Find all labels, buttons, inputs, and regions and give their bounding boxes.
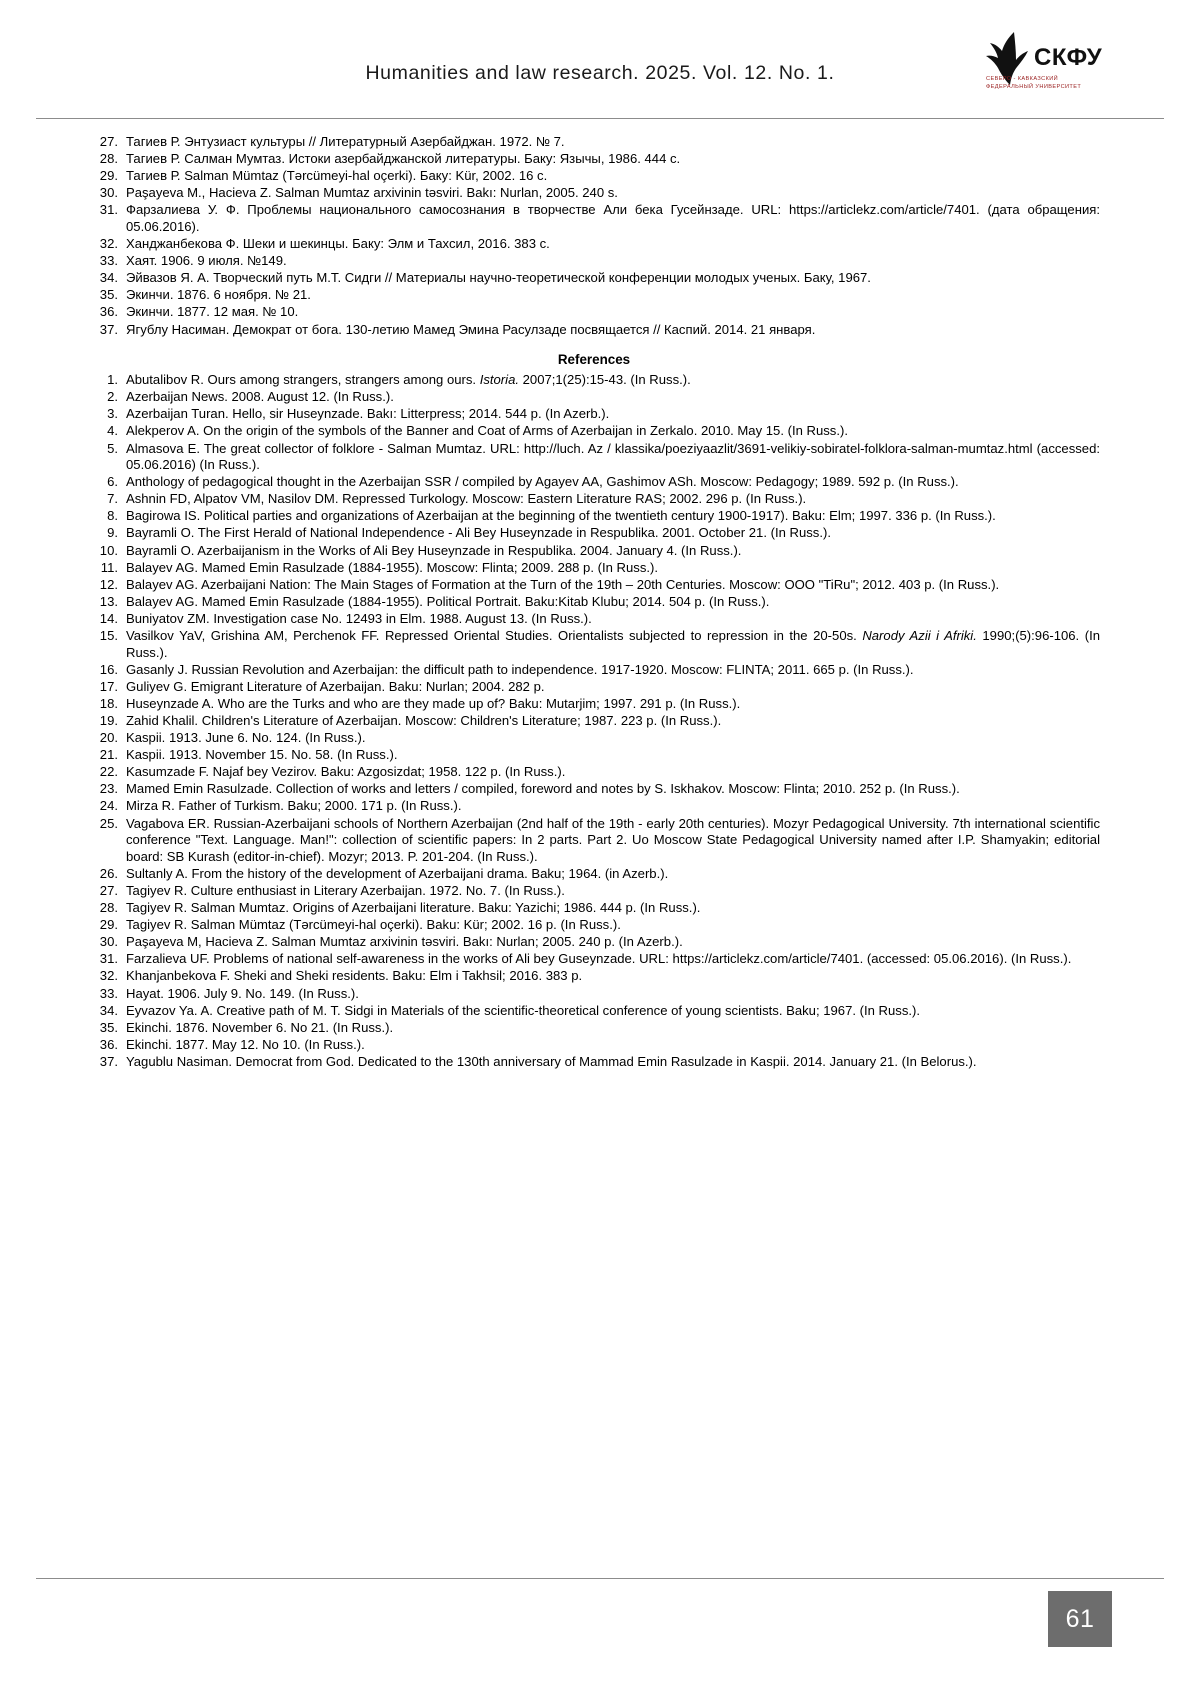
reference-number: 31. bbox=[99, 951, 118, 967]
reference-text: Vasilkov YaV, Grishina AM, Perchenok FF. Repressed Oriental Studies. Orientalists subjected to repression in the 20-50s. Narody Azii i Afriki. 1990;(5):96-106. (In Russ.). bbox=[126, 628, 1100, 660]
reference-text: Alekperov A. On the origin of the symbols of the Banner and Coat of Arms of Azerbaijan in Zerkalo. 2010. May 15. (In Russ.). bbox=[126, 423, 848, 439]
reference-text: Balayev AG. Mamed Emin Rasulzade (1884-1955). Political Portrait. Baku:Kitab Klubu; 2014. 504 p. (In Russ.). bbox=[126, 593, 770, 609]
reference-number: 35. bbox=[99, 287, 118, 303]
reference-text: Yagublu Nasiman. Democrat from God. Dedicated to the 130th anniversary of Mammad Emin Rasulzade in Kaspii. 2014. January 21. (In Belorus.). bbox=[126, 1053, 977, 1069]
reference-item-ru bbox=[88, 134, 1100, 151]
reference-text: Zahid Khalil. Children's Literature of Azerbaijan. Moscow: Children's Literature; 1987. 223 p. (In Russ.). bbox=[126, 713, 722, 728]
reference-number: 20. bbox=[99, 730, 118, 746]
reference-number: 1. bbox=[107, 372, 118, 388]
reference-text: Gasanly J. Russian Revolution and Azerbaijan: the difficult path to independence. 1917-1920. Moscow: FLINTA; 2011. 665 p. (In Russ.). bbox=[126, 661, 914, 677]
reference-text: Bagirowa IS. Political parties and organizations of Azerbaijan at the beginning of the twentieth century 1900-1917). Baku: Elm; 1997. 336 p. (In Russ.). bbox=[126, 508, 996, 524]
reference-item-en bbox=[88, 798, 1100, 815]
reference-number: 31. bbox=[99, 202, 118, 218]
reference-item-en bbox=[88, 543, 1100, 560]
reference-text: Khanjanbekova F. Sheki and Sheki residents. Baku: Elm i Takhsil; 2016. 383 p. bbox=[126, 968, 583, 984]
reference-text: Ханджанбекова Ф. Шеки и шекинцы. Баку: Элм и Тахсил, 2016. 383 с. bbox=[126, 236, 550, 252]
reference-text: Фарзалиева У. Ф. Проблемы национального самосознания в творчестве Али бека Гусейнзаде. URL: https://articlekz.com/article/7401. (дата обращения: 05.06.2016). bbox=[126, 202, 1100, 234]
reference-number: 14. bbox=[99, 610, 118, 626]
reference-text: Anthology of pedagogical thought in the Azerbaijan SSR / compiled by Agayev AA, Gashimov ASh. Moscow: Pedagogy; 1989. 592 p. (In Russ.). bbox=[126, 474, 959, 490]
reference-number: 30. bbox=[99, 185, 118, 201]
reference-text: Тагиев Р. Salman Mümtaz (Tərcümeyi-hal oçerki). Баку: Kür, 2002. 16 с. bbox=[126, 168, 548, 184]
reference-item-en bbox=[88, 611, 1100, 628]
reference-item-en bbox=[88, 560, 1100, 577]
reference-number: 11. bbox=[100, 559, 118, 575]
reference-text: Buniyatov ZM. Investigation case No. 12493 in Elm. 1988. August 13. (In Russ.). bbox=[126, 610, 592, 626]
reference-number: 8. bbox=[107, 508, 118, 524]
reference-item-ru bbox=[88, 236, 1100, 253]
reference-number: 12. bbox=[99, 576, 118, 592]
reference-text: Tagiyev R. Salman Mumtaz. Origins of Azerbaijani literature. Baku: Yazichi; 1986. 444 p. (In Russ.). bbox=[126, 900, 701, 916]
reference-number: 5. bbox=[107, 440, 118, 456]
reference-item-en bbox=[88, 968, 1100, 985]
reference-text: Экинчи. 1876. 6 ноября. № 21. bbox=[126, 287, 311, 303]
reference-text: Ashnin FD, Alpatov VM, Nasilov DM. Repressed Turkology. Moscow: Eastern Literature RAS; 2002. 296 p. (In Russ.). bbox=[126, 491, 807, 507]
reference-item-en bbox=[88, 406, 1100, 423]
reference-item-en bbox=[88, 423, 1100, 440]
reference-number: 32. bbox=[99, 236, 118, 252]
page-number: 61 bbox=[1048, 1591, 1112, 1647]
reference-number: 22. bbox=[99, 764, 118, 780]
reference-item-en bbox=[88, 662, 1100, 679]
reference-item-en bbox=[88, 816, 1100, 866]
references-heading: References bbox=[557, 352, 631, 368]
reference-item-en bbox=[88, 679, 1100, 696]
reference-text: Эйвазов Я. А. Творческий путь М.Т. Сидги // Материалы научно-теоретической конференции молодых ученых. Баку, 1967. bbox=[126, 270, 871, 286]
logo-acronym: СКФУ bbox=[1034, 44, 1103, 71]
reference-number: 27. bbox=[99, 134, 118, 149]
reference-number: 24. bbox=[99, 798, 118, 814]
reference-item-en bbox=[88, 934, 1100, 951]
reference-text: Mamed Emin Rasulzade. Collection of works and letters / compiled, foreword and notes by S. Iskhakov. Moscow: Flinta; 2010. 252 p. (In Russ.). bbox=[126, 781, 960, 797]
reference-item-en bbox=[88, 730, 1100, 747]
reference-item-en bbox=[88, 491, 1100, 508]
reference-text: Экинчи. 1877. 12 мая. № 10. bbox=[126, 304, 299, 320]
reference-number: 15. bbox=[99, 628, 118, 644]
reference-text: Huseynzade A. Who are the Turks and who are they made up of? Baku: Mutarjim; 1997. 291 p. (In Russ.). bbox=[126, 695, 741, 711]
reference-number: 33. bbox=[99, 985, 118, 1001]
reference-text: Kaspii. 1913. November 15. No. 58. (In Russ.). bbox=[126, 747, 398, 763]
reference-text: Balayev AG. Azerbaijani Nation: The Main Stages of Formation at the Turn of the 19th – 20th Centuries. Moscow: OOO "TiRu"; 2012. 403 p. (In Russ.). bbox=[126, 576, 1000, 592]
reference-number: 32. bbox=[99, 968, 118, 984]
reference-number: 33. bbox=[99, 253, 118, 269]
reference-text: Bayramli O. Azerbaijanism in the Works of Ali Bey Huseynzade in Respublika. 2004. January 4. (In Russ.). bbox=[126, 542, 742, 558]
reference-item-en bbox=[88, 1054, 1100, 1071]
reference-number: 21. bbox=[99, 747, 118, 763]
reference-number: 28. bbox=[99, 151, 118, 167]
reference-item-en bbox=[88, 1003, 1100, 1020]
reference-number: 28. bbox=[99, 900, 118, 916]
reference-number: 6. bbox=[107, 474, 118, 490]
page-header bbox=[0, 0, 1200, 118]
reference-number: 4. bbox=[107, 423, 118, 439]
reference-number: 36. bbox=[99, 304, 118, 320]
reference-number: 34. bbox=[99, 270, 118, 286]
reference-item-en bbox=[88, 1020, 1100, 1037]
journal-title: Humanities and law research. 2025. Vol. 12. No. 1. bbox=[365, 62, 835, 84]
reference-text: Kasumzade F. Najaf bey Vezirov. Baku: Azgosizdat; 1958. 122 p. (In Russ.). bbox=[126, 764, 566, 780]
university-logo bbox=[984, 30, 1112, 108]
reference-number: 3. bbox=[107, 406, 118, 422]
reference-number: 30. bbox=[99, 934, 118, 950]
reference-item-en bbox=[88, 883, 1100, 900]
reference-number: 17. bbox=[99, 678, 118, 694]
reference-item-ru bbox=[88, 253, 1100, 270]
reference-text: Bayramli O. The First Herald of National Independence - Ali Bey Huseynzade in Respublika. 2001. October 21. (In Russ.). bbox=[126, 525, 831, 541]
reference-number: 29. bbox=[99, 917, 118, 933]
reference-number: 23. bbox=[99, 781, 118, 797]
reference-number: 13. bbox=[99, 593, 118, 609]
reference-item-ru bbox=[88, 202, 1100, 235]
reference-number: 29. bbox=[99, 168, 118, 184]
reference-text: Eyvazov Ya. A. Creative path of M. T. Sidgi in Materials of the scientific-theoretical conference of young scientists. Baku; 1967. (In Russ.). bbox=[126, 1002, 921, 1018]
reference-text: Tagiyev R. Culture enthusiast in Literary Azerbaijan. 1972. No. 7. (In Russ.). bbox=[126, 882, 565, 898]
reference-item-ru bbox=[88, 168, 1100, 185]
reference-text: Almasova E. The great collector of folklore - Salman Mumtaz. URL: http://luch. Az / klassika/poeziyaazlit/3691-velikiy-sobiratel-folklora-salman-mumtaz.html (accessed: 05.06.2016) (In Russ.). bbox=[126, 440, 1100, 473]
reference-number: 37. bbox=[99, 1053, 118, 1069]
reference-text: Mirza R. Father of Turkism. Baku; 2000. 171 p. (In Russ.). bbox=[126, 798, 462, 814]
reference-text: Vagabova ER. Russian-Azerbaijani schools of Northern Azerbaijan (2nd half of the 19th - early 20th centuries). Mozyr Pedagogical University. 7th international scientific conference "Text. Language. Man!": collection of scientific papers: In 2 parts. Part 2. Uo Moscow State Pedagogical University named after I.P. Shamyakin; editorial board: SB Kurash (editor-in-chief). Mozyr; 2013. P. 201-204. (In Russ.). bbox=[126, 815, 1100, 864]
reference-text: Sultanly A. From the history of the development of Azerbaijani drama. Baku; 1964. (in Azerb.). bbox=[126, 865, 669, 881]
reference-number: 25. bbox=[99, 815, 118, 831]
reference-text: Тагиев Р. Салман Мумтаз. Истоки азербайджанской литературы. Баку: Язычы, 1986. 444 с. bbox=[126, 151, 681, 167]
reference-number: 37. bbox=[99, 321, 118, 337]
english-reference-list bbox=[88, 372, 1100, 1070]
page-content bbox=[88, 134, 1100, 1071]
reference-item-en bbox=[88, 628, 1100, 661]
reference-text: Ekinchi. 1876. November 6. No 21. (In Russ.). bbox=[126, 1019, 394, 1035]
reference-text: Azerbaijan Turan. Hello, sir Huseynzade. Bakı: Litterpress; 2014. 544 p. (In Azerb.). bbox=[126, 406, 610, 422]
reference-item-en bbox=[88, 713, 1100, 730]
footer-divider bbox=[36, 1578, 1164, 1579]
reference-number: 18. bbox=[99, 695, 118, 711]
reference-item-en bbox=[88, 525, 1100, 542]
reference-item-en bbox=[88, 781, 1100, 798]
reference-item-en bbox=[88, 900, 1100, 917]
reference-item-ru bbox=[88, 270, 1100, 287]
reference-item-en bbox=[88, 577, 1100, 594]
reference-text: Paşayeva M, Hacieva Z. Salman Mumtaz arxivinin təsviri. Bakı: Nurlan; 2005. 240 p. (In Azerb.). bbox=[126, 934, 683, 950]
reference-text: Kaspii. 1913. June 6. No. 124. (In Russ.). bbox=[126, 730, 366, 746]
logo-subtitle-line1: СЕВЕРО - КАВКАЗСКИЙ bbox=[986, 76, 1059, 82]
reference-text: Balayev AG. Mamed Emin Rasulzade (1884-1955). Moscow: Flinta; 2009. 288 p. (In Russ.). bbox=[126, 559, 659, 575]
reference-item-en bbox=[88, 917, 1100, 934]
reference-number: 36. bbox=[99, 1036, 118, 1052]
reference-text: Azerbaijan News. 2008. August 12. (In Russ.). bbox=[126, 389, 394, 405]
reference-text: Guliyev G. Emigrant Literature of Azerbaijan. Baku: Nurlan; 2004. 282 p. bbox=[126, 678, 545, 694]
reference-text: Тагиев Р. Энтузиаст культуры // Литературный Азербайджан. 1972. № 7. bbox=[126, 134, 565, 149]
reference-item-en bbox=[88, 474, 1100, 491]
reference-item-en bbox=[88, 747, 1100, 764]
reference-number: 10. bbox=[99, 542, 118, 558]
reference-item-ru bbox=[88, 287, 1100, 304]
reference-text: Abutalibov R. Ours among strangers, strangers among ours. Istoria. 2007;1(25):15-43. (In Russ.). bbox=[126, 372, 691, 388]
reference-text: Tagiyev R. Salman Mümtaz (Tərcümeyi-hal oçerki). Baku: Kür; 2002. 16 p. (In Russ.). bbox=[126, 917, 621, 933]
reference-item-ru bbox=[88, 151, 1100, 168]
reference-item-ru bbox=[88, 185, 1100, 202]
reference-item-en bbox=[88, 951, 1100, 968]
reference-number: 26. bbox=[99, 865, 118, 881]
reference-item-en bbox=[88, 508, 1100, 525]
reference-item-en bbox=[88, 866, 1100, 883]
reference-item-ru bbox=[88, 322, 1100, 339]
reference-item-en bbox=[88, 594, 1100, 611]
logo-subtitle-line2: ФЕДЕРАЛЬНЫЙ УНИВЕРСИТЕТ bbox=[986, 84, 1082, 90]
reference-text: Хаят. 1906. 9 июля. №149. bbox=[126, 253, 287, 269]
reference-item-en bbox=[88, 696, 1100, 713]
reference-text: Ekinchi. 1877. May 12. No 10. (In Russ.). bbox=[126, 1036, 365, 1052]
reference-number: 16. bbox=[99, 661, 118, 677]
reference-text: Ягублу Насиман. Демократ от бога. 130-летию Мамед Эмина Расулзаде посвящается // Каспий. 2014. 21 января. bbox=[126, 321, 816, 337]
reference-text: Paşayeva M., Hacieva Z. Salman Mumtaz arxivinin təsviri. Bakı: Nurlan, 2005. 240 s. bbox=[126, 185, 618, 201]
reference-item-en bbox=[88, 441, 1100, 474]
header-divider bbox=[36, 118, 1164, 119]
reference-item-en bbox=[88, 986, 1100, 1003]
reference-number: 27. bbox=[99, 882, 118, 898]
reference-number: 35. bbox=[99, 1019, 118, 1035]
reference-number: 9. bbox=[107, 525, 118, 541]
reference-number: 7. bbox=[107, 491, 118, 507]
reference-number: 2. bbox=[107, 389, 118, 405]
reference-item-en bbox=[88, 1037, 1100, 1054]
reference-text: Hayat. 1906. July 9. No. 149. (In Russ.). bbox=[126, 985, 359, 1001]
reference-item-en bbox=[88, 389, 1100, 406]
reference-text: Farzalieva UF. Problems of national self-awareness in the works of Ali bey Guseynzade. URL: https://articlekz.com/article/7401. (accessed: 05.06.2016). (In Russ.). bbox=[126, 951, 1072, 967]
reference-number: 34. bbox=[99, 1002, 118, 1018]
reference-item-ru bbox=[88, 304, 1100, 321]
reference-number: 19. bbox=[99, 713, 118, 728]
reference-item-en bbox=[88, 372, 1100, 389]
reference-item-en bbox=[88, 764, 1100, 781]
russian-reference-list bbox=[88, 134, 1100, 338]
